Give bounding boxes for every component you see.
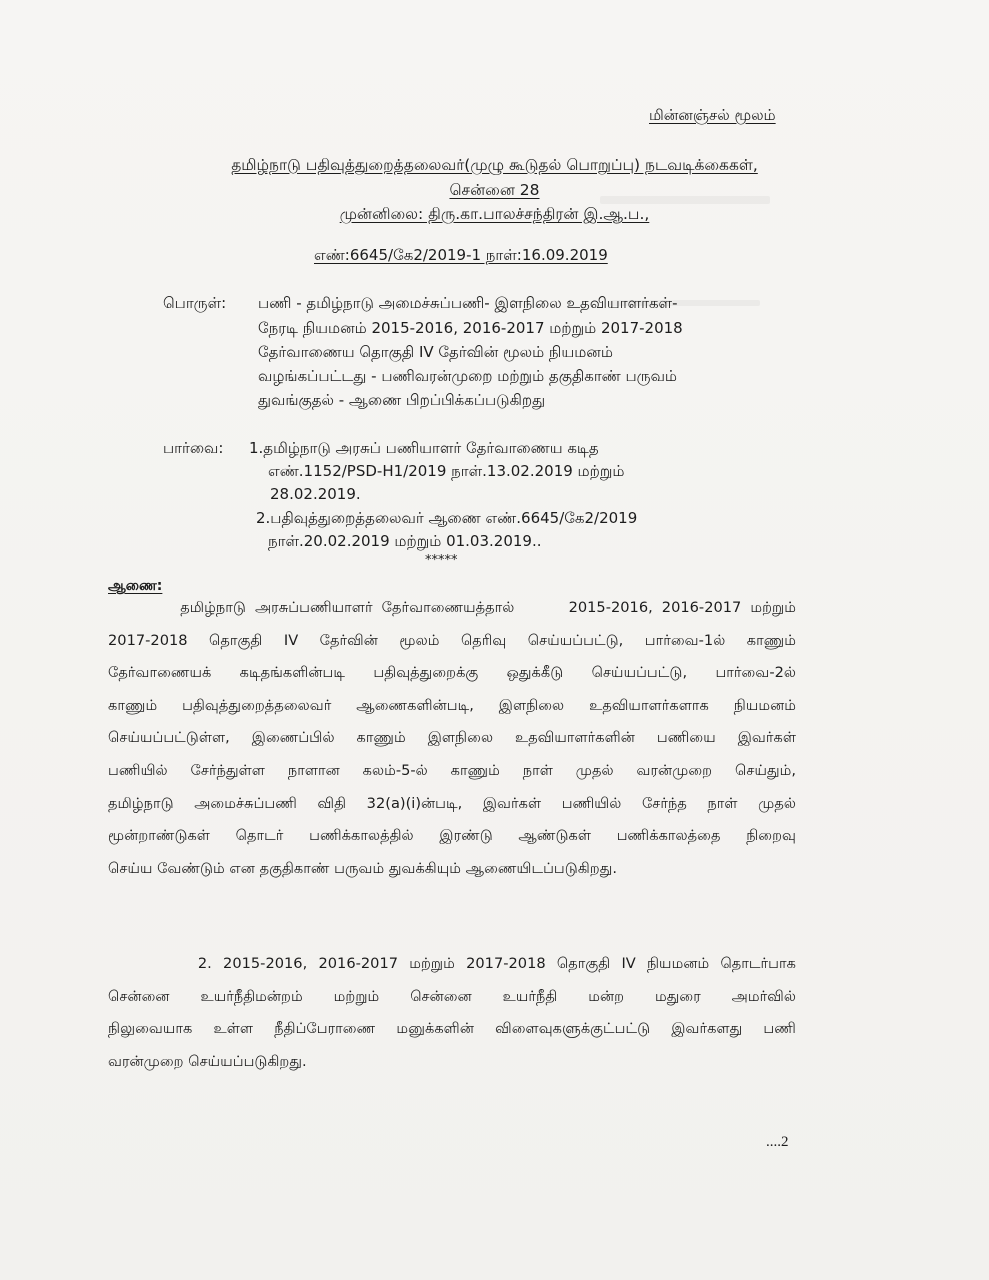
office-heading: தமிழ்நாடு பதிவுத்துறைத்தலைவர்(முழு கூடுதல் பொறுப்பு) நடவடிக்கைகள்,	[231, 156, 758, 174]
reference-1-line-2: எண்.1152/PSD-H1/2019 நாள்.13.02.2019 மற்றும்	[268, 462, 625, 480]
paragraph-line: செய்யப்பட்டுள்ள, இணைப்பில் காணும் இளநிலை உதவியாளர்களின் பணியை இவர்கள்	[108, 729, 796, 747]
paragraph-line: மூன்றாண்டுகள் தொடர் பணிக்காலத்தில் இரண்டு ஆண்டுகள் பணிக்காலத்தை நிறைவு	[108, 827, 796, 845]
paragraph-line: பணியில் சேர்ந்துள்ள நாளான கலம்-5-ல் காணும் நாள் முதல் வரன்முறை செய்தும்,	[108, 761, 796, 779]
reference-1-line-1: 1.தமிழ்நாடு அரசுப் பணியாளர் தேர்வாணைய கடித	[249, 439, 599, 457]
reference-2-line-2: நாள்.20.02.2019 மற்றும் 01.03.2019..	[268, 532, 542, 550]
order-label: ஆணை:	[108, 578, 163, 594]
paragraph-line: தமிழ்நாடு அரசுப்பணியாளர் தேர்வாணையத்தால் 2015-2016, 2016-2017 மற்றும்	[108, 599, 796, 616]
paragraph-line: நிலுவையாக உள்ள நீதிப்பேராணை மனுக்களின் விளைவுகளுக்குட்பட்டு இவர்களது பணி	[108, 1020, 796, 1038]
reference-number: எண்:6645/கே2/2019-1 நாள்:16.09.2019	[314, 246, 608, 264]
subject-line: தேர்வாணைய தொகுதி IV தேர்வின் மூலம் நியமனம்	[258, 343, 613, 361]
order-paragraph-2	[108, 948, 796, 1078]
subject-line: பணி - தமிழ்நாடு அமைச்சுப்பணி- இளநிலை உதவியாளர்கள்-	[258, 294, 678, 312]
paragraph-line: செய்ய வேண்டும் என தகுதிகாண் பருவம் துவக்கியும் ஆணையிடப்படுகிறது.	[108, 859, 618, 877]
paragraph-line: காணும் பதிவுத்துறைத்தலைவர் ஆணைகளின்படி, இளநிலை உதவியாளர்களாக நியமனம்	[108, 696, 796, 714]
delivery-mode: மின்னஞ்சல் மூலம்	[649, 106, 776, 124]
references-label: பார்வை:	[163, 439, 224, 457]
presiding-officer: முன்னிலை: திரு.கா.பாலச்சந்திரன் இ.ஆ.ப.,	[339, 205, 650, 223]
paragraph-line: தமிழ்நாடு அமைச்சுப்பணி விதி 32(a)(i)ன்படி, இவர்கள் பணியில் சேர்ந்த நாள் முதல்	[108, 794, 796, 812]
reference-1-line-3: 28.02.2019.	[270, 485, 361, 503]
subject-line: துவங்குதல் - ஆணை பிறப்பிக்கப்படுகிறது	[258, 391, 546, 409]
paragraph-line: தேர்வாணையக் கடிதங்களின்படி பதிவுத்துறைக்கு ஒதுக்கீடு செய்யப்பட்டு, பார்வை-2ல்	[108, 664, 796, 682]
office-location: சென்னை 28	[449, 181, 540, 199]
subject-line: வழங்கப்பட்டது - பணிவரன்முறை மற்றும் தகுதிகாண் பருவம்	[258, 367, 678, 385]
page-continuation: ....2	[766, 1134, 789, 1150]
paragraph-line: 2. 2015-2016, 2016-2017 மற்றும் 2017-2018 தொகுதி IV நியமனம் தொடர்பாக	[108, 955, 796, 972]
subject-line: நேரடி நியமனம் 2015-2016, 2016-2017 மற்றும் 2017-2018	[258, 319, 683, 337]
paragraph-line: 2017-2018 தொகுதி IV தேர்வின் மூலம் தெரிவு செய்யப்பட்டு, பார்வை-1ல் காணும்	[108, 631, 796, 649]
paragraph-line: சென்னை உயர்நீதிமன்றம் மற்றும் சென்னை உயர்நீதி மன்ற மதுரை அமர்வில்	[108, 987, 796, 1005]
reference-2-line-1: 2.பதிவுத்துறைத்தலைவர் ஆணை எண்.6645/கே2/2019	[256, 509, 638, 527]
paragraph-line: வரன்முறை செய்யப்படுகிறது.	[108, 1052, 307, 1070]
subject-label: பொருள்:	[163, 294, 227, 312]
order-paragraph-1	[108, 592, 796, 885]
section-separator: *****	[425, 553, 458, 568]
